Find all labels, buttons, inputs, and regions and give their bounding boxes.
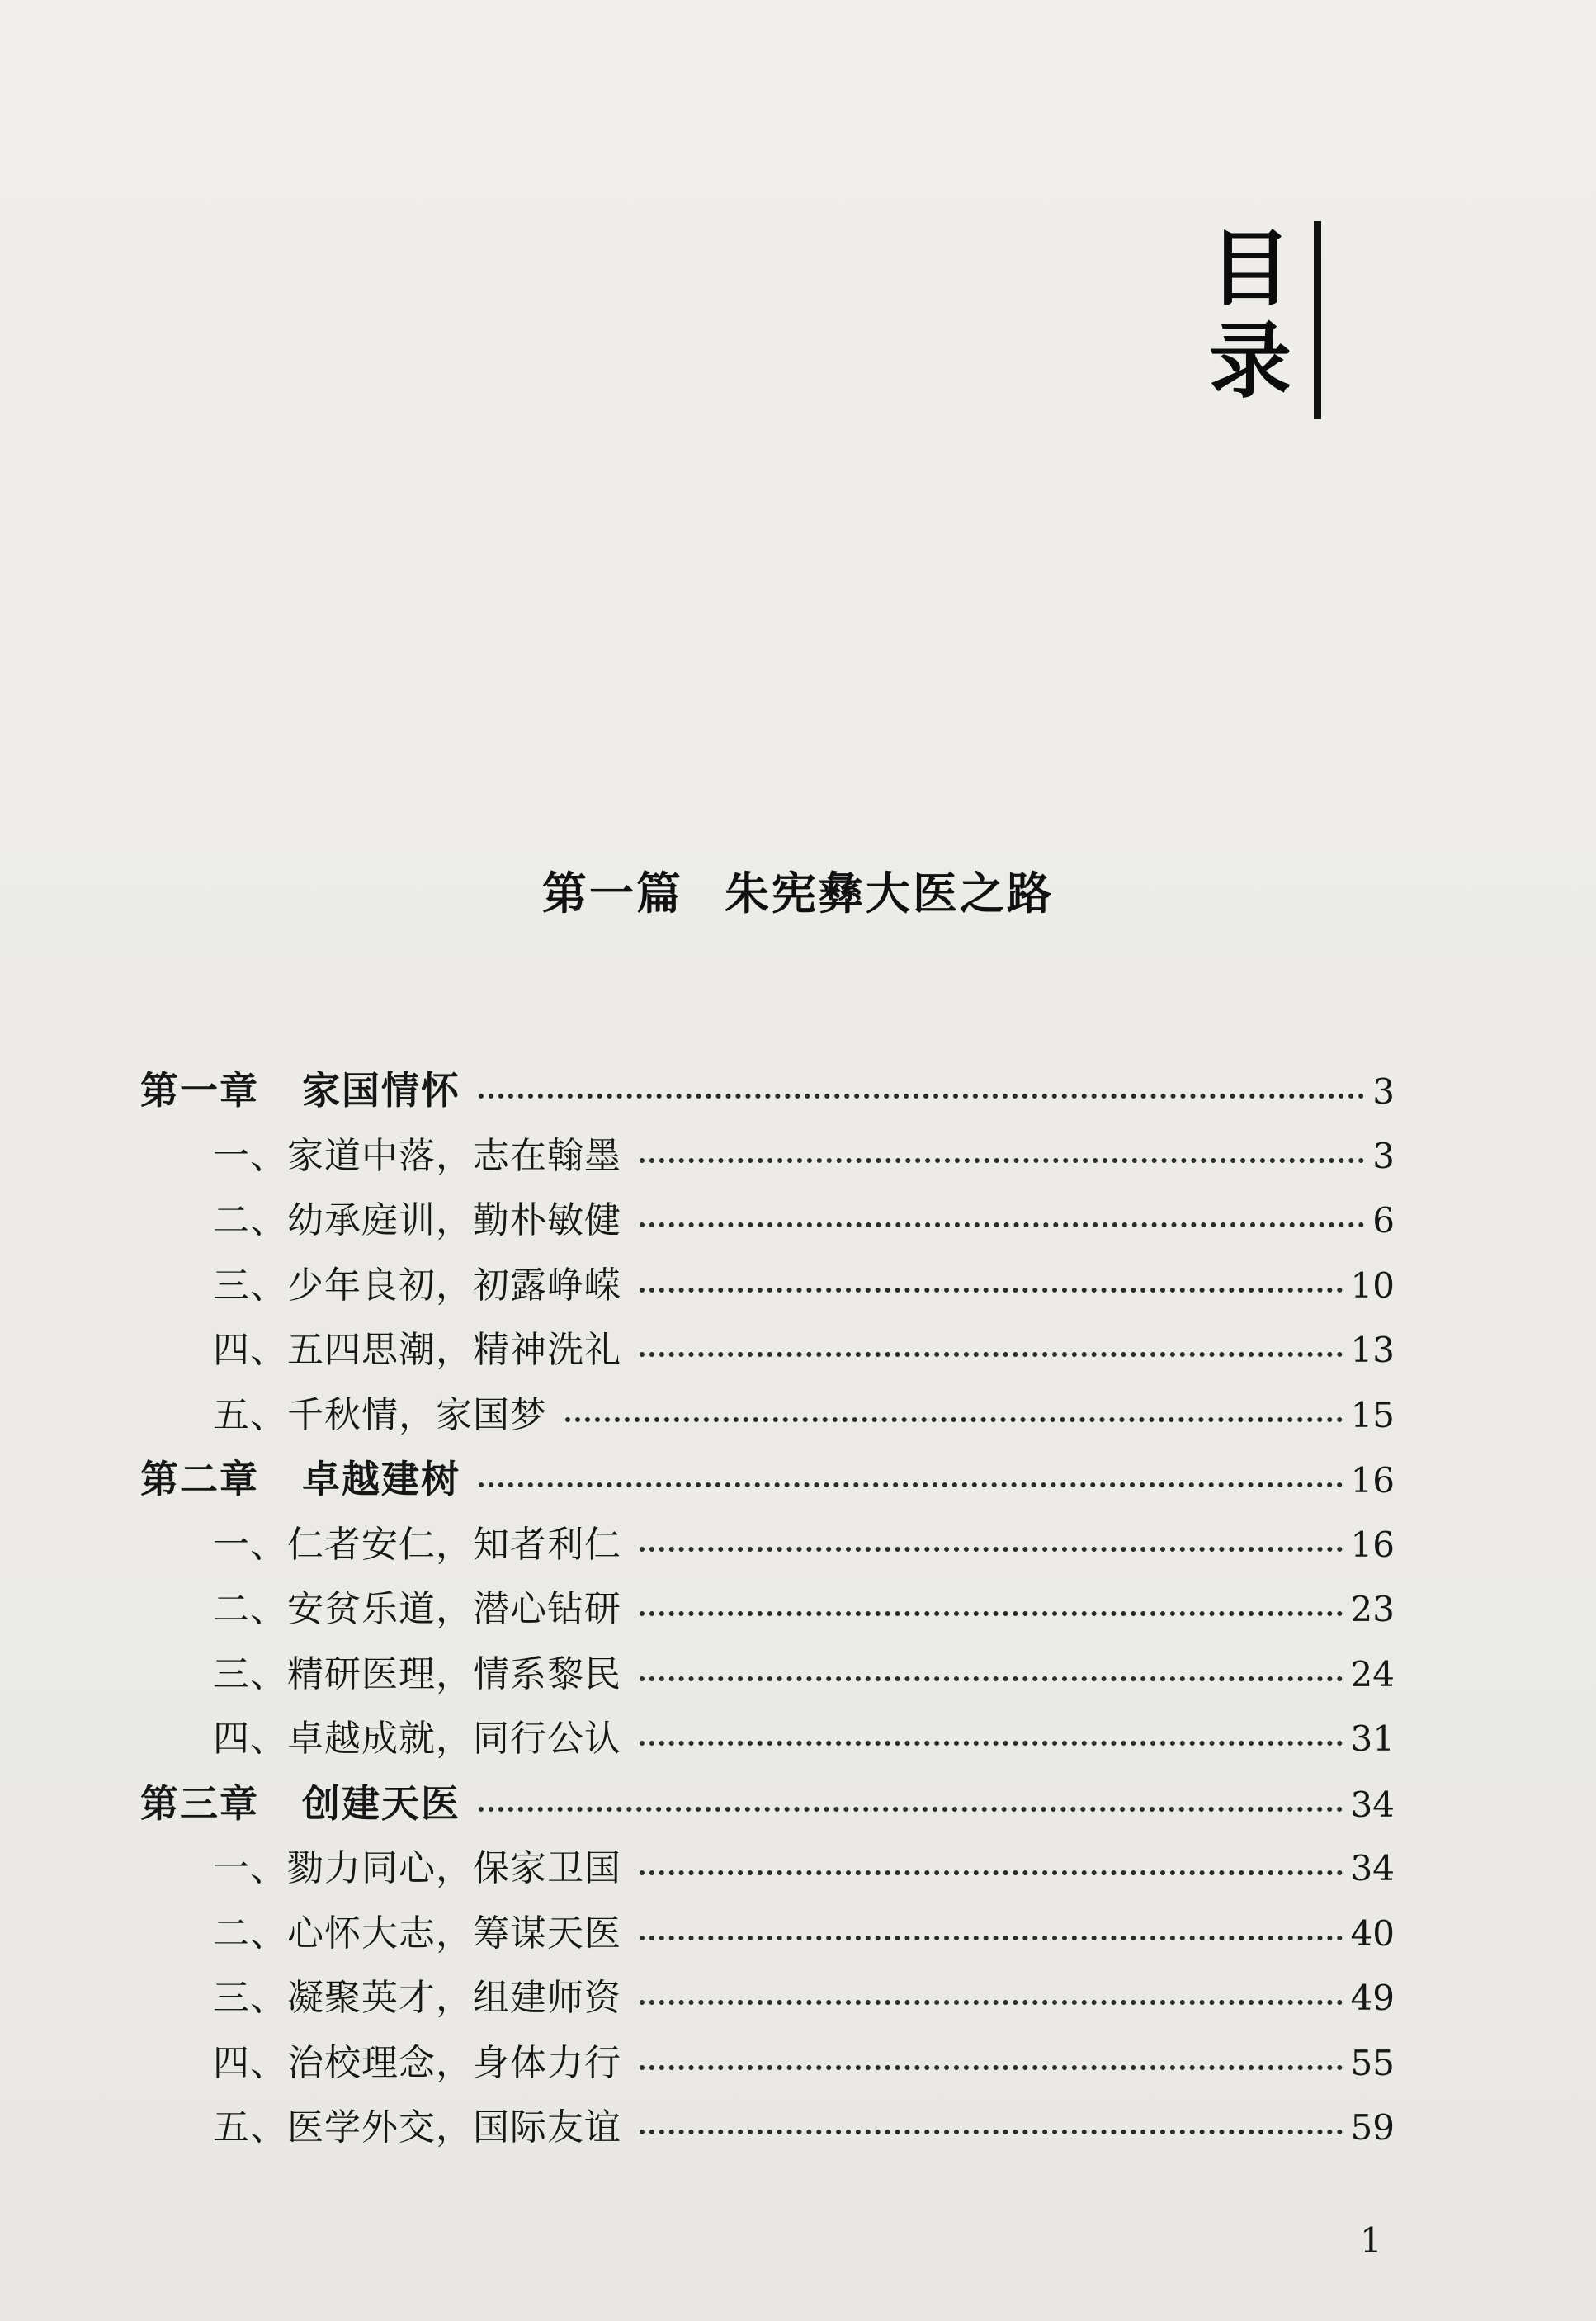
- toc-chapter-entry[interactable]: [140, 1774, 1395, 1839]
- section-title: 三、精研医理，情系黎民: [213, 1652, 621, 1695]
- page-number: 34: [1350, 1848, 1395, 1888]
- dot-leader: [640, 1936, 1343, 1940]
- toc-section-entry[interactable]: [140, 1644, 1395, 1709]
- toc-section-entry[interactable]: [140, 1903, 1395, 1969]
- page-number: 23: [1350, 1589, 1395, 1629]
- section-title: 二、心怀大志，筹谋天医: [213, 1912, 621, 1955]
- section-title: 一、仁者安仁，知者利仁: [213, 1523, 621, 1566]
- table-of-contents: [140, 1061, 1395, 2163]
- dot-leader: [479, 1807, 1343, 1812]
- section-title: 四、治校理念，身体力行: [213, 2041, 621, 2084]
- toc-section-entry[interactable]: [140, 2097, 1395, 2163]
- dot-leader: [640, 1288, 1343, 1293]
- toc-title-char: 录: [1209, 313, 1291, 409]
- section-title: 五、千秋情，家国梦: [213, 1393, 547, 1436]
- toc-title: [1205, 220, 1296, 409]
- dot-leader: [640, 2130, 1343, 2134]
- page-number: 24: [1350, 1653, 1395, 1695]
- dot-leader: [640, 1676, 1343, 1681]
- toc-title-char: 目: [1209, 220, 1291, 317]
- toc-section-entry[interactable]: [140, 1385, 1395, 1450]
- page-number: 15: [1350, 1394, 1395, 1435]
- part-heading: [0, 858, 1596, 922]
- chapter-number: 第一章: [140, 1068, 259, 1113]
- toc-section-entry[interactable]: [140, 2033, 1395, 2098]
- part-label: 第一篇: [542, 867, 683, 919]
- toc-section-entry[interactable]: [140, 1126, 1395, 1191]
- dot-leader: [640, 1222, 1364, 1227]
- title-vertical-rule: [1314, 221, 1321, 419]
- section-title: 三、凝聚英才，组建师资: [213, 1977, 621, 2019]
- page-number: 16: [1350, 1460, 1395, 1501]
- dot-leader: [640, 1741, 1343, 1746]
- page-number: 3: [1372, 1071, 1395, 1112]
- toc-section-entry[interactable]: [140, 1320, 1395, 1385]
- dot-leader: [640, 1870, 1343, 1875]
- part-name: 朱宪彝大医之路: [725, 867, 1054, 919]
- section-title: 四、五四思潮，精神洗礼: [213, 1329, 621, 1371]
- dot-leader: [640, 1352, 1343, 1357]
- chapter-name: 创建天医: [302, 1780, 460, 1826]
- dot-leader: [565, 1417, 1343, 1422]
- section-title: 一、家道中落，志在翰墨: [213, 1134, 621, 1177]
- toc-section-entry[interactable]: [140, 1190, 1395, 1255]
- page-number: 49: [1350, 1978, 1395, 2018]
- dot-leader: [640, 2065, 1343, 2070]
- dot-leader: [640, 2000, 1343, 2005]
- page-number: 3: [1372, 1135, 1395, 1176]
- page-number: 6: [1372, 1200, 1395, 1241]
- toc-section-entry[interactable]: [140, 1838, 1395, 1903]
- page-number: 10: [1350, 1264, 1395, 1306]
- dot-leader: [479, 1094, 1364, 1099]
- page-number: 55: [1350, 2042, 1395, 2083]
- chapter-name: 卓越建树: [302, 1457, 460, 1501]
- section-title: 一、勠力同心，保家卫国: [213, 1847, 621, 1889]
- dot-leader: [479, 1482, 1343, 1487]
- section-title: 二、幼承庭训，勤朴敏健: [213, 1199, 621, 1241]
- dot-leader: [640, 1158, 1364, 1163]
- page-number: 40: [1350, 1912, 1395, 1954]
- chapter-number: 第三章: [140, 1780, 259, 1826]
- page-number: 16: [1350, 1524, 1395, 1565]
- toc-section-entry[interactable]: [140, 1579, 1395, 1644]
- toc-section-entry[interactable]: [140, 1255, 1395, 1321]
- chapter-name: 家国情怀: [302, 1068, 460, 1113]
- page-number: 13: [1350, 1330, 1395, 1370]
- folio-page-number: 1: [1360, 2220, 1382, 2261]
- page-number: 34: [1350, 1784, 1395, 1825]
- dot-leader: [640, 1547, 1343, 1552]
- page-number: 59: [1350, 2107, 1395, 2148]
- toc-section-entry[interactable]: [140, 1515, 1395, 1580]
- section-title: 三、少年良初，初露峥嵘: [213, 1264, 621, 1307]
- toc-section-entry[interactable]: [140, 1968, 1395, 2033]
- toc-chapter-entry[interactable]: [140, 1061, 1395, 1126]
- page-number: 31: [1350, 1718, 1395, 1759]
- section-title: 四、卓越成就，同行公认: [213, 1718, 621, 1760]
- section-title: 五、医学外交，国际友谊: [213, 2106, 621, 2148]
- chapter-number: 第二章: [140, 1457, 259, 1501]
- toc-section-entry[interactable]: [140, 1709, 1395, 1774]
- toc-chapter-entry[interactable]: [140, 1449, 1395, 1515]
- dot-leader: [640, 1611, 1343, 1616]
- section-title: 二、安贫乐道，潜心钻研: [213, 1588, 621, 1630]
